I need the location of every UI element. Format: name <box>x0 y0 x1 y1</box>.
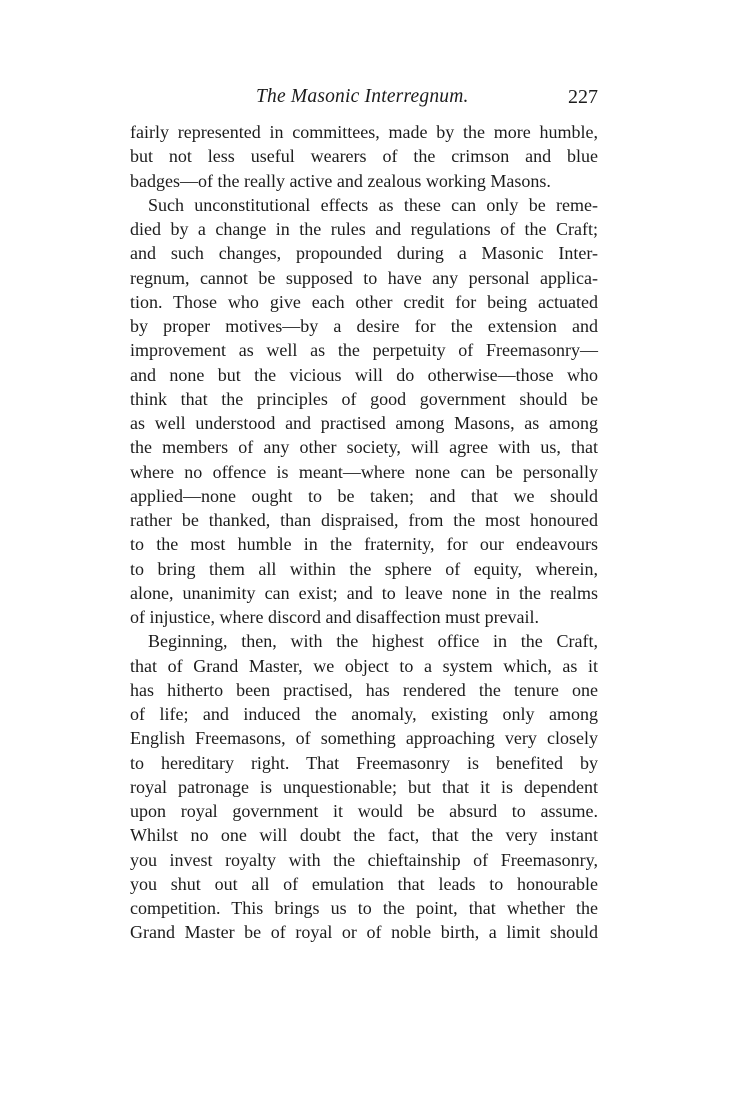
body-text <box>130 120 598 945</box>
text-line: rather be thanked, than dispraised, from the most honoured <box>130 510 598 530</box>
text-line: Beginning, then, with the highest office in the Craft, <box>148 631 598 652</box>
text-line: royal patronage is unquestionable; but that it is dependent <box>130 776 598 797</box>
running-title: The Masonic Interregnum. <box>256 86 469 107</box>
text-line: applied—none ought to be taken; and that we should <box>130 485 598 506</box>
text-line: of life; and induced the anomaly, existing only among <box>130 704 598 724</box>
text-line: you shut out all of emulation that leads to honourable <box>130 873 598 894</box>
text-line: the members of any other society, will agree with us, that <box>130 437 598 458</box>
text-line: competition. This brings us to the point, that whether the <box>130 898 598 918</box>
text-line: English Freemasons, of something approaching very closely <box>130 728 598 749</box>
text-line: to bring them all within the sphere of equity, wherein, <box>130 558 598 579</box>
text-line: and none but the vicious will do otherwise—those who <box>130 364 598 385</box>
text-line: by proper motives—by a desire for the extension and <box>130 316 598 336</box>
text-line: but not less useful wearers of the crimson and blue <box>130 146 598 167</box>
text-line: think that the principles of good government should be <box>130 388 598 409</box>
text-line: badges—of the really active and zealous working Masons. <box>130 170 551 191</box>
text-line: that of Grand Master, we object to a system which, as it <box>130 655 598 676</box>
text-line: to the most humble in the fraternity, for our endeavours <box>130 534 598 555</box>
text-line: of injustice, where discord and disaffection must prevail. <box>130 607 540 627</box>
text-line: where no offence is meant—where none can be personally <box>130 461 598 482</box>
text-line: regnum, cannot be supposed to have any personal applica- <box>130 267 598 288</box>
text-line: improvement as well as the perpetuity of Freemasonry— <box>130 340 598 361</box>
page-number: 227 <box>568 86 598 108</box>
text-line: tion. Those who give each other credit for being actuated <box>130 291 598 312</box>
text-line: to hereditary right. That Freemasonry is benefited by <box>130 752 598 773</box>
running-head <box>130 86 598 116</box>
text-line: you invest royalty with the chieftainship of Freemasonry, <box>130 849 598 870</box>
text-line: fairly represented in committees, made by the more humble, <box>130 122 598 142</box>
text-line: alone, unanimity can exist; and to leave none in the realms <box>130 582 598 603</box>
text-line: as well understood and practised among Masons, as among <box>130 413 598 433</box>
text-line: has hitherto been practised, has rendered the tenure one <box>130 679 598 700</box>
text-line: Such unconstitutional effects as these can only be reme- <box>148 194 598 215</box>
text-line: Whilst no one will doubt the fact, that the very instant <box>130 825 598 846</box>
text-line: upon royal government it would be absurd to assume. <box>130 801 598 821</box>
text-line: Grand Master be of royal or of noble birth, a limit should <box>130 922 598 943</box>
text-line: died by a change in the rules and regulations of the Craft; <box>130 219 598 239</box>
text-line: and such changes, propounded during a Masonic Inter- <box>130 243 598 264</box>
